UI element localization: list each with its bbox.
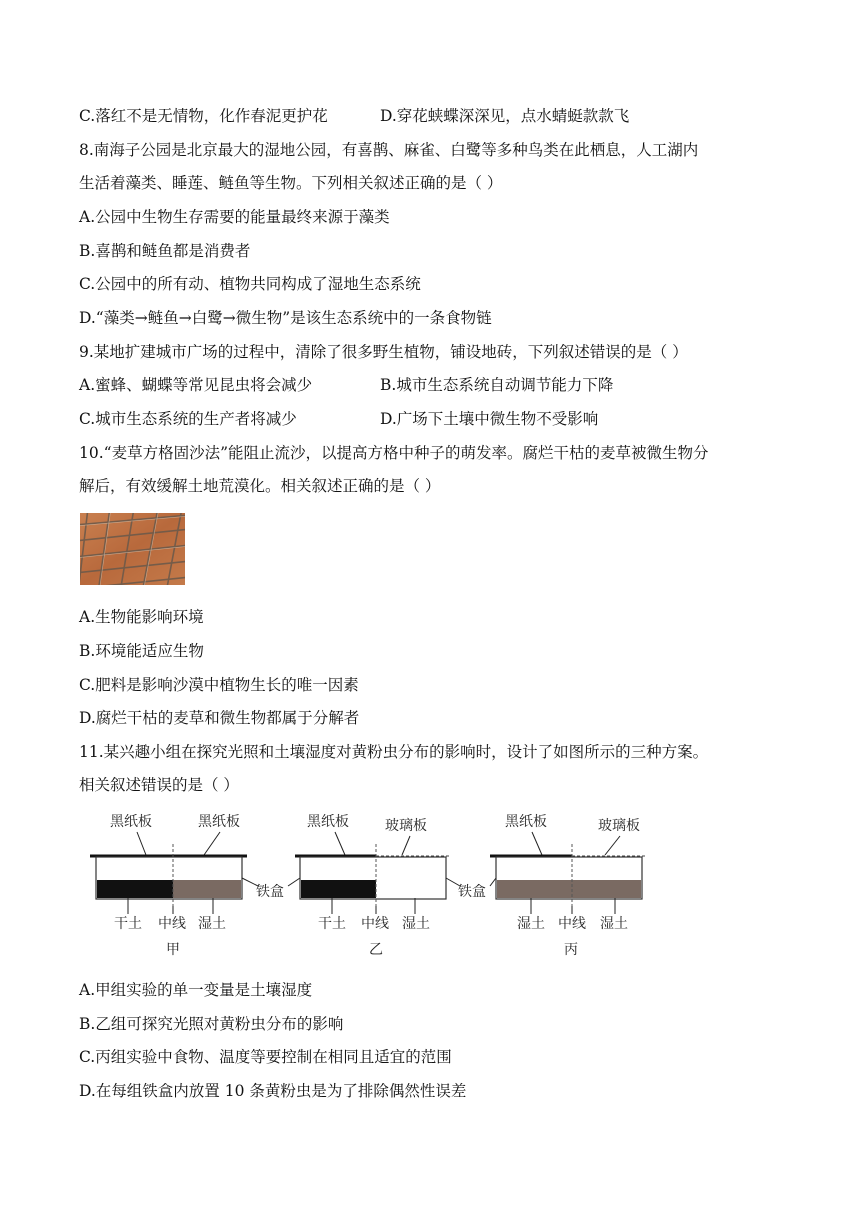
q10-option-c: C.肥料是影响沙漠中植物生长的唯一因素 (79, 676, 359, 694)
q10-stem-line1: 10.“麦草方格固沙法”能阻止流沙，以提高方格中种子的萌发率。腐烂干枯的麦草被微生物分 (79, 444, 709, 462)
yi-black-paper-label: 黑纸板 (307, 814, 349, 830)
q8-option-d: D.“藻类→鲢鱼→白鹭→微生物”是该生态系统中的一条食物链 (79, 309, 492, 327)
q7-option-d: D.穿花蛱蝶深深见，点水蜻蜓款款飞 (380, 107, 630, 125)
q10-stem-line2: 解后，有效缓解土地荒漠化。相关叙述正确的是（ ） (79, 477, 441, 495)
iron-box-label-1: 铁盒 (256, 884, 284, 900)
group-jia-label: 甲 (166, 942, 180, 958)
q10-option-d: D.腐烂干枯的麦草和微生物都属于分解者 (79, 709, 360, 727)
bing-mid-label: 中线 (558, 916, 586, 932)
q8-stem-line2: 生活着藻类、睡莲、鲢鱼等生物。下列相关叙述正确的是（ ） (79, 174, 503, 192)
bing-black-paper-label: 黑纸板 (505, 814, 547, 830)
jia-black-paper-left-label: 黑纸板 (110, 814, 152, 830)
yi-dry-soil (301, 880, 376, 898)
yi-dry-label: 干土 (318, 916, 346, 932)
bing-glass-label: 玻璃板 (598, 818, 640, 834)
q11-stem-line1: 11.某兴趣小组在探究光照和土壤湿度对黄粉虫分布的影响时，设计了如图所示的三种方案。 (79, 743, 709, 761)
jia-mid-label: 中线 (158, 916, 186, 932)
q7-option-c: C.落红不是无情物，化作春泥更护花 (79, 107, 328, 125)
group-bing-label: 丙 (564, 942, 578, 958)
jia-dry-soil (97, 880, 173, 898)
q11-option-b: B.乙组可探究光照对黄粉虫分布的影响 (79, 1015, 344, 1033)
bing-wet-soil-left (497, 880, 572, 898)
q11-stem-line2: 相关叙述错误的是（ ） (79, 776, 239, 794)
yi-glass-label: 玻璃板 (385, 818, 427, 834)
q8-stem-line1: 8.南海子公园是北京最大的湿地公园，有喜鹊、麻雀、白鹭等多种鸟类在此栖息，人工湖内 (79, 141, 699, 159)
q10-option-a: A.生物能影响环境 (79, 608, 204, 626)
jia-wet-soil (173, 880, 241, 898)
q9-option-d: D.广场下土壤中微生物不受影响 (380, 410, 599, 428)
q10-option-b: B.环境能适应生物 (79, 642, 204, 660)
q9-option-a: A.蜜蜂、蝴蝶等常见昆虫将会减少 (79, 376, 313, 394)
yi-wet-label: 湿土 (402, 916, 430, 932)
experiment-diagram (80, 806, 680, 966)
jia-black-paper-right-label: 黑纸板 (198, 814, 240, 830)
q9-option-c: C.城市生态系统的生产者将减少 (79, 410, 297, 428)
q11-option-a: A.甲组实验的单一变量是土壤湿度 (79, 981, 313, 999)
straw-checkerboard-photo (80, 513, 185, 585)
q9-option-b: B.城市生态系统自动调节能力下降 (380, 376, 614, 394)
group-yi-label: 乙 (369, 942, 383, 958)
q8-option-c: C.公园中的所有动、植物共同构成了湿地生态系统 (79, 275, 421, 293)
yi-mid-label: 中线 (361, 916, 389, 932)
q9-stem: 9.某地扩建城市广场的过程中，清除了很多野生植物，铺设地砖，下列叙述错误的是（ ） (79, 343, 688, 361)
bing-wet-soil-right (572, 880, 641, 898)
iron-box-label-2: 铁盒 (458, 884, 486, 900)
q11-option-d: D.在每组铁盒内放置 10 条黄粉虫是为了排除偶然性误差 (79, 1082, 467, 1100)
bing-wet-right-label: 湿土 (600, 916, 628, 932)
q8-option-a: A.公园中生物生存需要的能量最终来源于藻类 (79, 208, 390, 226)
q11-option-c: C.丙组实验中食物、温度等要控制在相同且适宜的范围 (79, 1048, 452, 1066)
q8-option-b: B.喜鹊和鲢鱼都是消费者 (79, 242, 251, 260)
jia-dry-label: 干土 (114, 916, 142, 932)
jia-wet-label: 湿土 (198, 916, 226, 932)
bing-wet-left-label: 湿土 (517, 916, 545, 932)
